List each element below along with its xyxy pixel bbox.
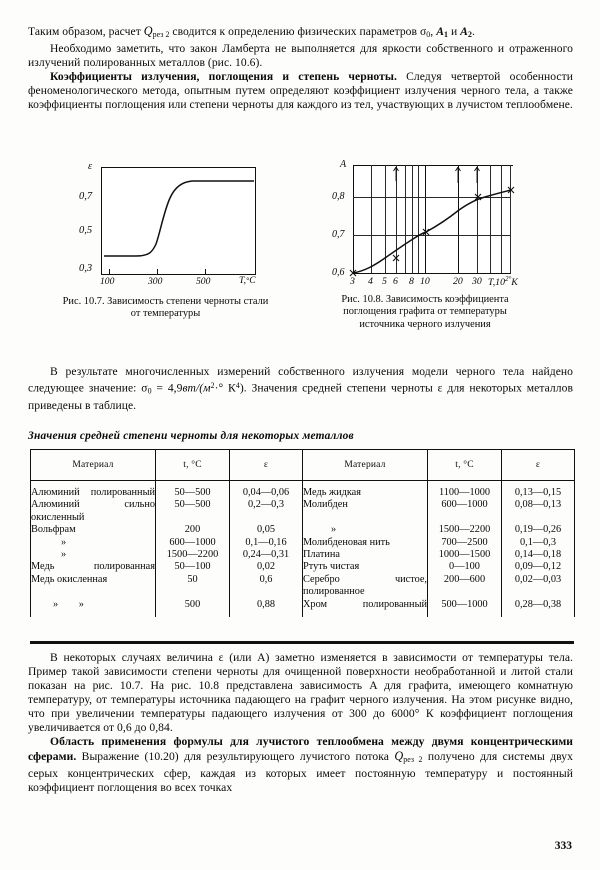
col-header-emissivity-right: ε <box>502 450 575 481</box>
figure-10-8-xtick-6: 6 <box>393 276 398 287</box>
p6-symbol-q: Q <box>394 749 404 764</box>
p4-units-exp-2: 4 <box>235 381 240 391</box>
table-row <box>31 537 575 549</box>
cell-material: » <box>31 549 156 561</box>
cell-emissivity: 0,02—0,03 <box>502 574 575 599</box>
cell-emissivity: 0,04—0,06 <box>230 487 303 499</box>
figure-10-8-xtick-20: 20 <box>453 276 463 287</box>
emissivity-table-wrapper <box>30 449 574 617</box>
table-row <box>31 487 575 499</box>
figure-10-8-xtick-10: 10 <box>420 276 430 287</box>
figure-10-7-ytick-07: 0,7 <box>79 191 93 202</box>
cell-material: Медь окисленная <box>31 574 156 599</box>
figure-10-8-ytick-06: 0,6 <box>332 267 345 278</box>
p1-symbol-q: Q <box>143 24 153 38</box>
p3-heading-run-in: Коэффициенты излучения, поглощения и степень черноты. <box>50 70 397 84</box>
cell-temperature: 50 <box>156 574 230 599</box>
paragraph-3 <box>28 70 573 112</box>
table-row <box>31 574 575 599</box>
emissivity-table <box>30 449 575 617</box>
p6-body-a: Выражение (10.20) для результирующего лучистого потока <box>76 750 395 764</box>
figure-10-8-xtick-4: 4 <box>368 276 373 287</box>
figure-10-7-x-axis-name: T,°C <box>239 275 256 286</box>
cell-emissivity: 0,19—0,26 <box>502 524 575 536</box>
p6-heading-run-in: Область применения формулы для лучистого теплообмена между двумя концентрическими сферами. <box>28 735 573 764</box>
cell-temperature: 200—600 <box>428 574 502 599</box>
cell-material: Ртуть чистая <box>303 561 428 573</box>
cell-temperature: 200 <box>156 524 230 536</box>
p1-a2-subscript: 2 <box>467 29 472 39</box>
p6-q-subscript: рез 2 <box>403 755 423 765</box>
p1-part-e: . <box>471 25 475 38</box>
spacer-cell-b6 <box>502 611 575 617</box>
cell-temperature: 600—1000 <box>428 499 502 524</box>
figure-10-8-ytick-08: 0,8 <box>332 191 345 202</box>
p1-symbol-a1: A <box>436 25 444 38</box>
spacer-cell-b2 <box>156 611 230 617</box>
cell-temperature: 50—500 <box>156 499 230 524</box>
figure-10-7-y-axis-name: ε <box>88 161 93 172</box>
p1-part-d: и <box>448 25 461 38</box>
table-row <box>31 499 575 524</box>
p1-q-subscript: рез 2 <box>152 29 170 39</box>
paragraph-block-mid <box>28 365 573 413</box>
cell-material: Вольфрам <box>31 524 156 536</box>
cell-material: » » <box>31 599 156 611</box>
figure-10-7-curve <box>64 163 269 291</box>
p1-part-c: , <box>430 25 437 38</box>
cell-emissivity: 0,28—0,38 <box>502 599 575 611</box>
figure-10-8-data-markers <box>350 187 514 276</box>
table-row <box>31 549 575 561</box>
p6-body-b: получено для системы двух серых концентрических сфер, каждая из которых имеет постоянную температуру и постоянный коэффициент поглощения во всех точках <box>28 750 573 795</box>
cell-material: Алюминий полированный <box>31 487 155 498</box>
cell-material: Хром полированный <box>303 598 427 610</box>
p1-part-a: Таким образом, расчет <box>28 25 144 38</box>
paragraph-5: В некоторых случаях величина ε (или A) заметно изменяется в зависимости от температуры тела. Пример такой зависимости степени черноты для очищенной поверхности необработанной и литой стали показан на рис. 10.7. На рис. 10.8 представлена зависимость A для графита, имеющего комнатную температуру, от температуры источника падающего на графит черного излучения. На этом рисунке видно, что при увеличении температуры падающего излучения от 300 до 6000° К коэффициент поглощения увеличивается от 0,6 до 0,84. <box>28 651 573 735</box>
cell-temperature: 1500—2200 <box>428 524 502 536</box>
cell-temperature: 500—1000 <box>428 599 502 611</box>
cell-emissivity: 0,1—0,16 <box>230 537 303 549</box>
paragraph-block-bottom <box>28 651 573 795</box>
figure-10-8-xtick-8: 8 <box>409 276 414 287</box>
spacer-cell-b4 <box>303 611 428 617</box>
p4-units-exp-1: 2 <box>210 381 215 391</box>
table-row <box>31 599 575 611</box>
cell-emissivity: 0,24—0,31 <box>230 549 303 561</box>
cell-material: Платина <box>303 549 428 561</box>
figure-10-8 <box>313 159 543 330</box>
col-header-material-right: Материал <box>303 450 428 481</box>
cell-temperature: 50—100 <box>156 561 230 573</box>
col-header-temperature-right: t, °C <box>428 450 502 481</box>
figure-10-7 <box>62 161 269 320</box>
p4-sigma-subscript: 0 <box>147 386 152 396</box>
figure-10-8-xtick-5: 5 <box>382 276 387 287</box>
cell-material: Алюминий сильно окисленный <box>31 499 155 523</box>
paragraph-6 <box>28 735 573 795</box>
paragraph-1 <box>28 24 573 42</box>
p4-units-prefix: вт/(м <box>182 381 211 395</box>
figure-10-8-xtick-3: 3 <box>350 276 355 287</box>
p4-part-b: = 4,9 <box>151 381 183 395</box>
p1-symbol-a2: A <box>460 25 468 38</box>
cell-emissivity: 0,09—0,12 <box>502 561 575 573</box>
p4-part-c: ). Значения средней степени черноты ε для некоторых металлов приведены в таблице. <box>28 381 573 412</box>
figure-10-7-caption: Рис. 10.7. Зависимость степени черноты стали от температуры <box>62 296 269 320</box>
cell-emissivity: 0,6 <box>230 574 303 599</box>
cell-emissivity: 0,2—0,3 <box>230 499 303 524</box>
cell-material: Медь жидкая <box>303 487 428 499</box>
cell-temperature: 500 <box>156 599 230 611</box>
table-title: Значения средней степени черноты для некоторых металлов <box>28 430 354 442</box>
paragraph-4 <box>28 365 573 413</box>
table-bottom-rule <box>30 641 574 644</box>
figure-10-8-curve <box>313 163 543 291</box>
figure-10-7-xtick-100: 100 <box>100 276 115 287</box>
table-header <box>31 450 575 481</box>
figure-10-8-ytick-07: 0,7 <box>332 229 345 240</box>
cell-material: Молибден <box>303 499 428 524</box>
paragraph-block-top <box>28 24 573 112</box>
figure-10-8-arrow-marks <box>394 167 480 183</box>
cell-material: Серебро чистое, полированное <box>303 573 427 598</box>
cell-emissivity: 0,88 <box>230 599 303 611</box>
figure-10-7-xtick-500: 500 <box>196 276 211 287</box>
cell-material: » <box>303 524 428 536</box>
p4-units-mid: ·° К <box>214 381 236 395</box>
figure-10-7-xtick-300: 300 <box>148 276 163 287</box>
cell-temperature: 600—1000 <box>156 537 230 549</box>
figure-10-8-xtick-30: 30 <box>472 276 482 287</box>
cell-emissivity: 0,05 <box>230 524 303 536</box>
cell-temperature: 50—500 <box>156 487 230 499</box>
figures-row <box>28 159 573 359</box>
cell-material: Медь полированная <box>31 561 155 573</box>
cell-emissivity: 0,14—0,18 <box>502 549 575 561</box>
cell-temperature: 1500—2200 <box>156 549 230 561</box>
table-row <box>31 561 575 573</box>
p3-body: Следуя четвертой особенности феноменологического метода, опытным путем определяют коэффициент излучения черного тела, а также коэффициенты поглощения или степени черноты для каждого из тел, участвующих в лучистом теплообмене. <box>28 70 573 112</box>
figure-10-8-x-axis-name: $T,10^{2^\circ}К$ <box>488 275 518 288</box>
cell-emissivity: 0,02 <box>230 561 303 573</box>
cell-emissivity: 0,13—0,15 <box>502 487 575 499</box>
paragraph-2: Необходимо заметить, что закон Ламберта не выполняется для яркости собственного и отраженного излучений полированных металлов (рис. 10.6). <box>28 42 573 70</box>
col-header-material-left: Материал <box>31 450 156 481</box>
figure-10-8-caption: Рис. 10.8. Зависимость коэффициента поглощения графита от температуры источника черного излучения <box>341 294 509 330</box>
cell-temperature: 1100—1000 <box>428 487 502 499</box>
table-body <box>31 481 575 618</box>
cell-temperature: 1000—1500 <box>428 549 502 561</box>
figure-10-7-ytick-03: 0,3 <box>79 263 93 274</box>
cell-material: Молибденовая нить <box>303 537 428 549</box>
col-header-temperature-left: t, °C <box>156 450 230 481</box>
cell-emissivity: 0,1—0,3 <box>502 537 575 549</box>
cell-temperature: 0—100 <box>428 561 502 573</box>
cell-temperature: 700—2500 <box>428 537 502 549</box>
page-number: 333 <box>554 840 572 852</box>
col-header-emissivity-left: ε <box>230 450 303 481</box>
spacer-cell-b5 <box>428 611 502 617</box>
cell-emissivity: 0,08—0,13 <box>502 499 575 524</box>
spacer-cell-b1 <box>31 611 156 617</box>
p1-a1-subscript: 1 <box>444 29 448 39</box>
table-spacer-row-bottom <box>31 611 575 617</box>
cell-material: » <box>31 537 156 549</box>
table-header-row <box>31 450 575 481</box>
table-row <box>31 524 575 536</box>
figure-10-7-ytick-05: 0,5 <box>79 225 93 236</box>
figure-10-8-y-axis-name: A <box>340 159 347 170</box>
spacer-cell-b3 <box>230 611 303 617</box>
p1-sigma-subscript: 0 <box>426 29 431 39</box>
p4-part-a: В результате многочисленных измерений собственного излучения модели черного тела найдено следующее значение: σ <box>28 365 573 395</box>
p1-part-b: сводится к определению физических параметров σ <box>169 25 427 38</box>
